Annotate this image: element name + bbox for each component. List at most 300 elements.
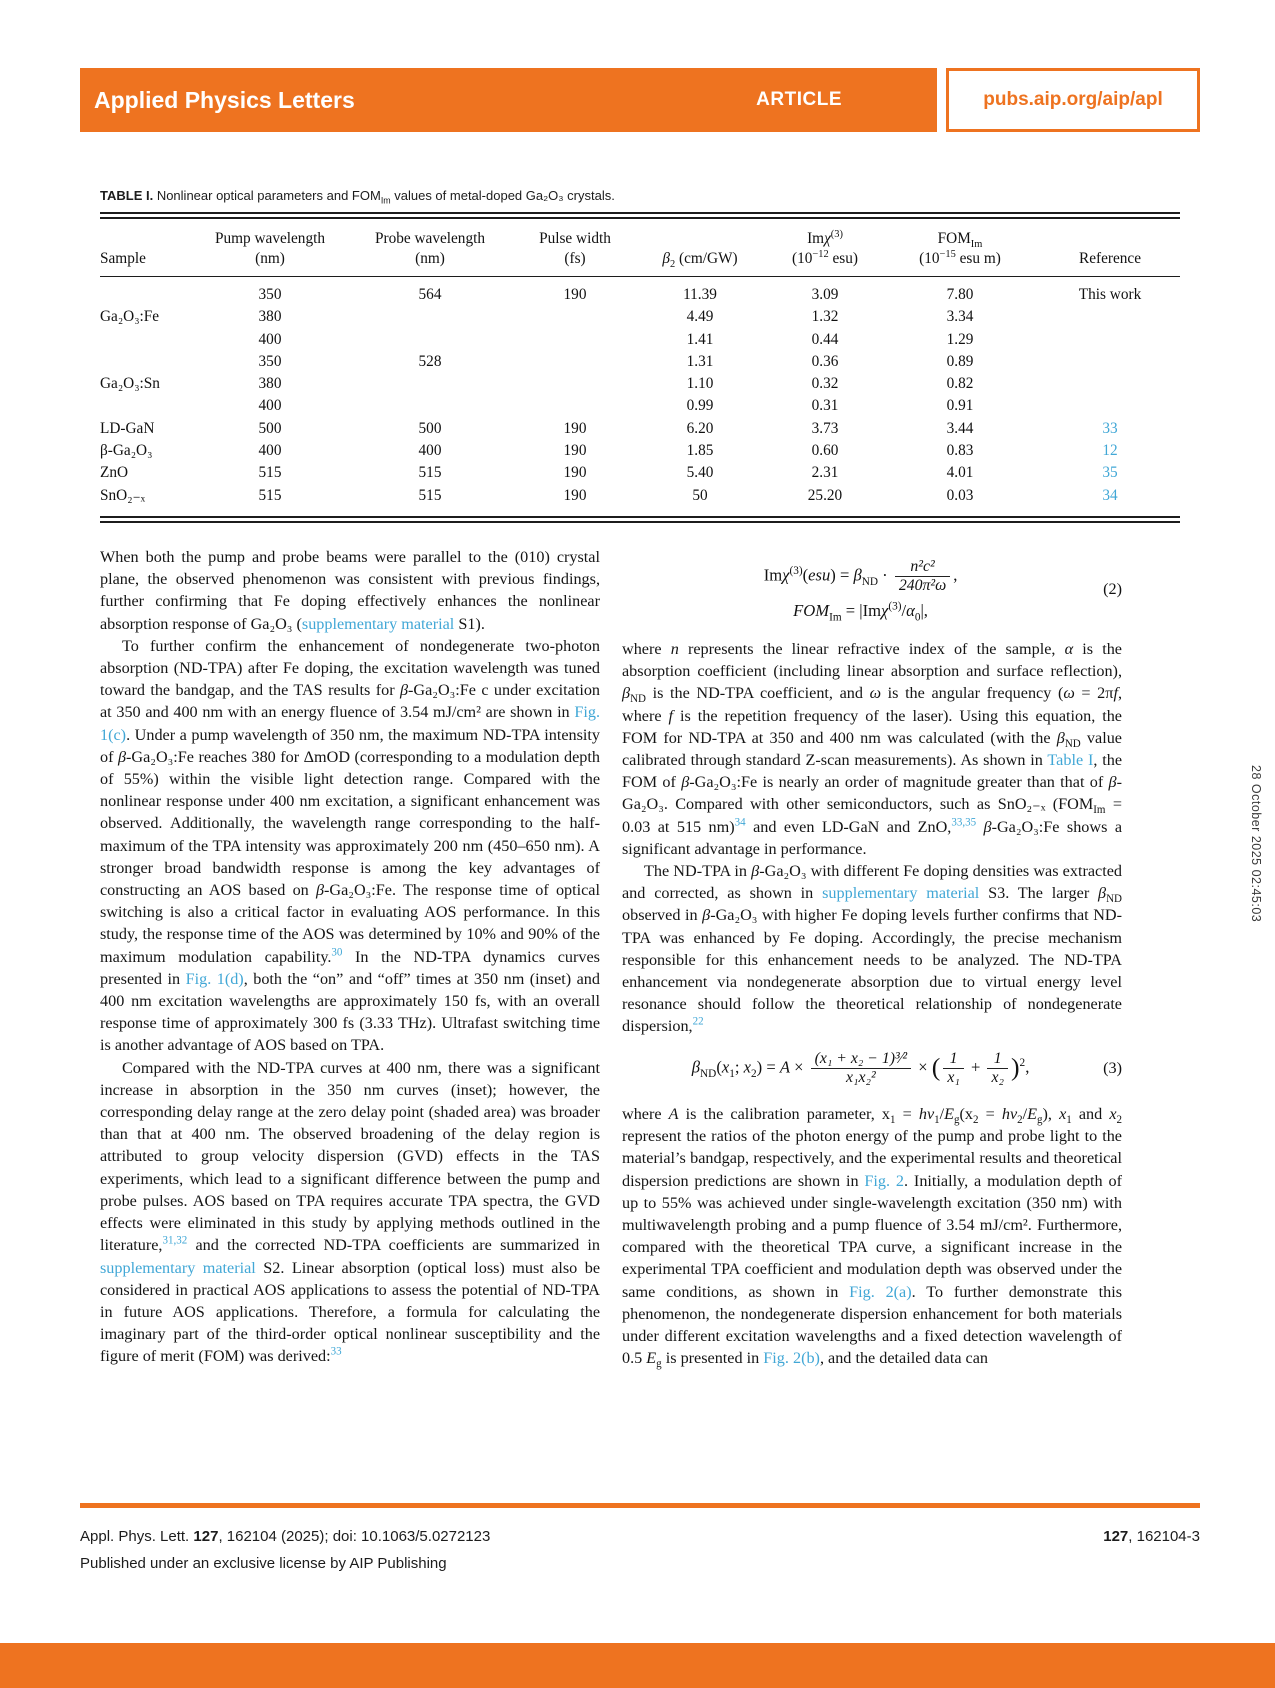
table-cell: 0.31 [811,397,839,415]
table-cell: 515 [258,464,282,482]
text-segment: χ [881,601,889,621]
text-segment: (x [959,1104,974,1123]
footer-divider [80,1503,1200,1508]
table-cell: 190 [563,442,587,460]
text-segment: Im [807,230,825,247]
text-segment: and even LD-GaN and ZnO, [745,817,952,836]
text-segment: x [1109,1104,1117,1123]
text-segment: ND [1064,738,1081,751]
table-cell-sample [100,351,200,373]
text-segment: (3) [888,600,902,613]
table-body [100,277,1180,516]
text-segment: β [751,862,760,881]
table-cell: 564 [418,286,442,303]
table-cell: 380 [258,375,282,393]
table-row [100,351,1180,373]
text-segment: esu) [828,250,858,267]
text-segment: |, [920,601,928,621]
inline-link[interactable]: supplementary material [822,884,980,903]
text-segment: (fs) [564,250,586,267]
table-cell [520,373,630,395]
table-row [100,462,1180,484]
text-segment: value calibrated through standard Z-scan measurements). As shown in [622,728,1122,769]
page-footer [80,1528,1200,1582]
table-cell: 1.85 [686,442,714,460]
table-cell-reference [1040,395,1180,417]
text-segment: is the calibration parameter, x [678,1104,891,1123]
text-segment: , [1025,1057,1030,1077]
right-column [622,546,1122,1369]
text-segment: Im [380,195,391,206]
text-segment: β [702,906,711,925]
table-bottom-rule [100,516,1180,523]
text-segment: χ [782,565,790,585]
text-segment: S1). [454,614,485,633]
text-segment: , [953,565,958,585]
text-segment: g [954,1114,960,1127]
text-segment: / [939,1104,945,1123]
table-row [100,284,1180,306]
text-segment: β [622,684,631,703]
text-segment: ND [1106,893,1122,906]
equation-number: (2) [1103,580,1122,599]
text-segment: -Ga₂O₃:Fe. The response time of optical switching is also a critical factor in evaluating AOS performance. In this study, the response time of the AOS was determined by 10% and 90% of the maximum modulation capability. [100,881,600,966]
text-segment: (3) [830,228,843,240]
text-segment: S2. Linear absorption (optical loss) must also be considered in practical AOS applications to assess the potential of ND-TPA in future AOS applications. Therefore, a formula for calculating the imaginary part of the third-order optical nonlinear susceptibility and the figure of merit (FOM) was derived: [100,1258,601,1366]
table-cell: 190 [563,464,587,482]
text-segment: -Ga₂O₃:Fe is nearly an order of magnitude greater than that of [689,773,1109,792]
data-table [100,212,1180,523]
text-segment: To further confirm the enhancement of nondegenerate two-photon absorption (ND-TPA) after Fe doping, the excitation wavelength was tuned toward the bandgap, and the TAS results for [100,636,600,700]
text-segment: (cm/GW) [675,250,738,267]
text-segment: , both the “on” and “off” times at 350 nm (inset) and 400 nm excitation wavelengths are approximately 150 fs, with an overall response time of approximately 300 fs (3.33 THz). Ultrafast switching time is another advantage of AOS based on TPA. [100,969,600,1055]
text-segment: β [399,681,409,700]
text-segment: −15 [939,248,956,260]
text-segment: 2 [1017,1114,1023,1127]
table-cell-reference [1040,329,1180,351]
table-column-header [200,229,340,269]
paragraph [622,638,1122,860]
text-segment: · [878,565,892,585]
text-segment: ) = [830,565,854,585]
text-segment: β [1056,728,1065,747]
table-cell-reference: This work [1078,286,1142,303]
bottom-orange-band [0,1643,1275,1688]
text-segment: Pulse width [539,230,611,247]
text-segment: (nm) [415,250,445,267]
equation-eq3 [622,1047,1122,1090]
text-segment: where [622,1104,669,1123]
citation-ref-link[interactable]: 22 [692,1016,704,1029]
text-segment: -Ga₂O₃:Fe c under excitation at 350 and 400 nm with an energy fluence of 3.54 mJ/cm² are shown in [100,681,601,722]
text-segment: -Ga₂O₃ with higher Fe doping levels further confirms that ND-TPA was enhanced by Fe doping. Accordingly, the precise mechanism responsible for this enhancement needs to be analyzed. The ND-TPA enhancement via nondegenerate absorption due to virtual energy level resonance should follow the theoretical relationship of nondegenerate dispersion, [622,906,1122,1036]
text-segment: = 0.03 at 515 nm) [622,795,1122,836]
text-segment: FOM [937,230,971,247]
text-segment: / [901,601,907,621]
text-segment: β [681,773,690,792]
text-segment: ω [1063,684,1075,703]
table-cell [520,329,630,351]
text-segment: g [656,1358,662,1371]
equation-body [622,555,1099,625]
text-segment: -Ga₂O₃:Fe shows a significant advantage in performance. [622,817,1122,858]
text-segment: β [1108,773,1117,792]
text-segment: A [668,1104,679,1123]
text-segment: Reference [1079,250,1141,267]
text-segment: 127 [1103,1528,1129,1545]
table-column-header [520,229,630,269]
left-column [100,546,600,1369]
inline-link[interactable]: supplementary material [301,614,455,633]
text-segment: x [1059,1104,1067,1123]
journal-url-link[interactable]: pubs.aip.org/aip/apl [983,89,1163,110]
paragraph [100,1057,600,1368]
text-segment: Nonlinear optical parameters and FOM [153,188,381,203]
text-segment: / [1022,1104,1028,1123]
footer-citation [80,1528,490,1545]
text-segment: β [117,747,127,766]
table-cell: 11.39 [683,286,717,303]
table-1-block [100,188,1180,523]
text-segment: β [662,250,670,267]
table-cell-reference [1040,373,1180,395]
equation-fraction: $\frac{1}{\text{x₂}}$ [987,1050,1007,1087]
table-cell [520,395,630,417]
text-segment: ) [1010,1052,1020,1082]
text-segment: Im [1093,804,1106,817]
text-segment: hν [1001,1104,1018,1123]
text-segment: ω [869,684,882,703]
text-segment: . Initially, a modulation depth of up to 55% was achieved under single-wavelength excitation (350 nm) with multiwavelength probing and a pump fluence of 3.54 mJ/cm². Furthermore, compared with the theoretical TPA curve, a significant increase in the experimental TPA coefficient and modulation depth was observed under the same conditions, as shown in [622,1171,1122,1301]
inline-link[interactable]: Fig. 2(a) [849,1282,912,1301]
text-segment: (3) [789,564,803,577]
text-segment: −12 [812,248,829,260]
text-segment: is the repetition frequency of the laser). Using this equation, the FOM for ND-TPA at 350 and 400 nm was calculated (with the [622,706,1122,747]
equation-body [622,1047,1099,1090]
table-cell: 1.41 [686,330,714,348]
footer-license: Published under an exclusive license by AIP Publishing [80,1555,447,1572]
table-cell: 0.36 [811,352,839,370]
text-segment: 1 [729,1067,735,1080]
text-segment: 127 [193,1528,219,1545]
table-cell: 0.83 [946,442,974,460]
text-segment: E [1027,1104,1038,1123]
table-cell: 500 [258,419,282,437]
text-segment: represents the linear refractive index of the sample, [678,639,1065,658]
text-segment: Im [829,611,842,624]
table-cell-sample [100,395,200,417]
table-cell: 6.20 [686,419,714,437]
table-ref-link[interactable]: 34 [1102,486,1118,504]
table-cell-sample: ZnO [100,464,129,482]
table-column-header [1040,229,1180,269]
text-segment: In the ND-TPA dynamics curves presented in [100,947,600,988]
text-segment: β [1098,884,1107,903]
inline-link[interactable]: Table I [1047,751,1094,769]
text-segment: α [906,601,915,621]
paragraph [622,1103,1122,1369]
text-segment: n [670,639,679,658]
table-cell: 400 [418,442,442,460]
table-cell: 190 [563,286,587,303]
text-segment: = [978,1104,1002,1123]
table-cell: 4.01 [946,464,974,482]
table-cell: 1.29 [946,330,974,348]
table-cell: 5.40 [686,464,714,482]
text-segment: , where [622,684,1122,725]
table-cell-reference [1040,306,1180,328]
table-cell: 50 [692,486,708,504]
equation-eq2 [622,555,1122,625]
paragraph [100,635,600,1057]
text-segment: observed in [622,906,703,925]
table-row [100,329,1180,351]
table-cell-reference [1040,351,1180,373]
text-segment: FOM [793,601,830,621]
table-cell: 500 [418,419,442,437]
text-segment: 2 [973,1114,979,1127]
table-row [100,440,1180,462]
text-segment: -Ga₂O₃ with different Fe doping densities was extracted and corrected, as shown in [622,862,1122,903]
equation-fraction: $\frac{\text{n²c²}}{\text{240π²ω}}$ [895,558,950,595]
text-segment: 0 [914,611,921,624]
text-segment: (10 [792,250,813,267]
text-segment: and [1071,1104,1110,1123]
citation-ref-link[interactable]: 30 [331,946,343,959]
inline-link[interactable]: Fig. 2(b) [763,1349,820,1368]
citation-ref-link[interactable]: 31,32 [162,1234,188,1247]
text-segment: α [1064,639,1074,658]
text-segment: hν [918,1104,935,1123]
text-segment: -Ga₂O₃:Fe reaches 380 for ΔmOD (corresponding to a modulation depth of 55%) within the visible light detection range. Compared with the nonlinear response under 400 nm excitation, a significant enhancement was observed. Additionally, the wavelength range corresponding to the half-maximum of the TPA intensity was approximately 200 nm (450–650 nm). A stronger broad bandwidth response is among the key advantages of constructing an AOS based on [100,747,600,900]
table-cell [520,351,630,373]
text-segment: ND [861,575,878,588]
table-cell: 350 [258,352,282,370]
table-cell: 400 [258,397,282,415]
table-cell-sample: Ga₂O₃:Sn [100,375,160,393]
inline-link[interactable]: Fig. 1(c) [100,703,600,744]
text-segment: values of metal-doped Ga₂O₃ crystals. [390,188,615,203]
text-segment: (10 [919,250,940,267]
text-segment: Im [970,239,983,251]
table-cell: 0.99 [686,397,714,415]
footer-page-number [1103,1528,1200,1582]
text-segment: 1 [934,1114,940,1127]
table-cell: 350 [258,286,282,303]
text-segment: ND [700,1067,717,1080]
text-segment: ; [734,1057,744,1077]
text-segment: When both the pump and probe beams were parallel to the (010) crystal plane, the observed phenomenon was consistent with previous findings, further confirming that Fe doping effectively enhances the nonlinear absorption response of Ga₂O₃ ( [100,548,600,633]
body-text [100,546,1122,1369]
text-segment: f [668,706,674,725]
text-segment: = [895,1104,919,1123]
paragraph [100,546,600,635]
table-column-header [100,229,200,269]
text-segment: . Under a pump wavelength of 350 nm, the maximum ND-TPA intensity of [100,725,600,766]
table-cell [340,329,520,351]
table-row [100,395,1180,417]
text-segment: 2 [751,1067,757,1080]
table-cell-sample [100,329,200,351]
table-cell: 515 [418,464,442,482]
text-segment: E [944,1104,955,1123]
text-segment: × [789,1057,808,1077]
text-segment: 2 [1116,1114,1123,1127]
table-cell: 515 [418,486,442,504]
text-segment: = |Im [841,601,882,621]
text-segment: g [1037,1114,1043,1127]
journal-masthead [80,68,1200,132]
text-segment: , 162104-3 [1128,1528,1200,1545]
inline-link[interactable]: Fig. 1(d) [185,969,244,988]
table-ref-link[interactable]: 33 [1102,419,1118,437]
text-segment: TABLE I. [100,188,154,203]
table-column-header [880,229,1040,269]
table-cell-sample: Ga₂O₃:Fe [100,308,160,326]
table-cell: 1.32 [811,308,839,326]
text-segment: S3. The larger [979,884,1099,903]
table-cell: 0.82 [946,375,974,393]
table-column-header [630,229,770,269]
text-segment: = 2π [1074,684,1114,703]
text-segment: 2 [669,259,676,271]
text-segment: is the ND-TPA coefficient, and [645,684,870,703]
article-type-label: ARTICLE [756,89,842,110]
text-segment: A [779,1057,790,1077]
table-cell: 515 [258,486,282,504]
text-segment: Probe wavelength [374,230,486,247]
citation-ref-link[interactable]: 33,35 [951,816,977,829]
journal-header-bar [80,68,937,132]
text-segment: 1 [1066,1114,1072,1127]
table-cell-sample: LD-GaN [100,419,155,437]
text-segment: x [721,1057,730,1077]
table-cell: 0.89 [946,352,974,370]
table-cell [340,306,520,328]
footer-citation-block [80,1528,490,1582]
download-timestamp: 28 October 2025 02:45:03 [1249,765,1263,923]
equation-number: (3) [1103,1058,1122,1077]
text-segment: Compared with the ND-TPA curves at 400 nm, there was a significant increase in absorption in the 350 nm curves (inset); however, the corresponding delay range at the zero delay point (shaded area) was broader than that at 400 nm. The observed broadening of the delay region is attributed to group velocity dispersion (GVD) effects in the TAS experiments, which lead to a significant difference between the pump and probe pulses. AOS based on TPA requires accurate TPA spectra, the GVD effects were eliminated in this study by applying methods outlined in the literature, [100,1058,600,1255]
text-segment: f [1113,684,1118,703]
table-cell: 0.32 [811,375,839,393]
equation-fraction: $\frac{\text{(x₁ + x₂ − 1)³⁄²}}{\text{x₁x₂²}}$ [811,1050,911,1087]
text-segment: Sample [100,250,146,267]
journal-url-box[interactable] [946,68,1200,132]
text-segment: and the corrected ND-TPA coefficients are summarized in [187,1236,600,1255]
table-cell: 528 [418,352,442,370]
text-segment: . To further demonstrate this phenomenon, the nondegenerate dispersion enhancement for both materials under different excitation wavelengths and a fixed detection wavelength of 0.5 [622,1282,1122,1368]
table-cell: 0.91 [946,397,974,415]
text-segment: The ND-TPA in [644,862,752,881]
text-segment: ( [931,1052,941,1082]
text-segment: where [622,639,671,658]
table-cell: 3.44 [946,419,974,437]
table-row [100,306,1180,328]
table-cell-sample: β-Ga₂O₃ [100,442,153,460]
table-cell: 400 [258,330,282,348]
text-segment: esu m) [955,250,1001,267]
table-column-header [340,229,520,269]
table-cell-sample: SnO₂₋ₓ [100,486,146,504]
text-segment: ND [630,693,646,706]
table-header-row [100,219,1180,276]
table-cell: 0.44 [811,330,839,348]
text-segment: esu [808,565,831,585]
text-segment: ( [802,565,809,585]
text-segment: β [691,1057,701,1077]
paragraph [622,860,1122,1038]
text-segment: , the FOM of [622,751,1123,792]
journal-title: Applied Physics Letters [94,86,355,113]
inline-link[interactable]: Fig. 2 [864,1171,905,1190]
text-segment: β [315,881,325,900]
table-cell-sample [100,284,200,306]
text-segment: (nm) [255,250,285,267]
text-segment: represent the ratios of the photon energy of the pump and probe light to the material’s bandgap, respectively, and the experimental results and theoretical dispersion predictions are shown in [622,1127,1122,1190]
table-cell: 190 [563,486,587,504]
citation-ref-link[interactable]: 34 [734,816,746,829]
table-cell: 25.20 [807,486,843,504]
table-cell: 1.31 [686,352,714,370]
text-segment: χ [824,230,831,247]
text-segment: x [743,1057,751,1077]
text-segment: , and the detailed data can [819,1349,989,1368]
table-cell: 2.31 [811,464,839,482]
table-ref-link[interactable]: 35 [1102,464,1118,482]
text-segment [976,818,983,836]
text-segment: β [853,565,862,585]
text-segment: , 162104 (2025); doi: 10.1063/5.0272123 [218,1528,491,1545]
table-top-rule [100,212,1180,219]
table-cell: 0.60 [811,442,839,460]
table-row [100,485,1180,507]
text-segment: Im [763,565,783,585]
text-segment: 2 [1019,1056,1026,1069]
text-segment: ( [716,1057,722,1077]
text-segment: + [966,1057,985,1077]
text-segment: ), [1042,1104,1060,1123]
citation-ref-link[interactable]: 33 [330,1345,342,1358]
text-segment: β [983,817,992,836]
table-ref-link[interactable]: 12 [1102,442,1118,460]
table-cell: 3.34 [946,308,974,326]
text-segment: Appl. Phys. Lett. [80,1528,194,1545]
text-segment: -Ga₂O₃. Compared with other semiconductors, such as SnO₂₋ₓ (FOM [622,773,1122,814]
text-segment: E [646,1349,657,1368]
equation-fraction: $\frac{1}{\text{x₁}}$ [943,1050,963,1087]
table-cell: 7.80 [946,286,974,303]
table-cell: 3.73 [811,419,839,437]
table-cell: 400 [258,442,282,460]
table-cell: 190 [563,419,587,437]
table-cell: 1.10 [686,375,714,393]
table-cell [340,395,520,417]
text-segment: ) = [756,1057,780,1077]
text-segment: is the absorption coefficient (including linear absorption and surface reflection), [622,639,1122,681]
table-cell: 380 [258,308,282,326]
text-segment: × [914,1057,932,1077]
table-caption [100,188,1180,206]
table-cell [520,306,630,328]
table-cell: 3.09 [811,286,839,303]
inline-link[interactable]: supplementary material [100,1258,256,1277]
text-segment: is the angular frequency ( [881,684,1064,703]
table-cell: 0.03 [946,486,974,504]
table-row [100,418,1180,440]
text-segment: 1 [890,1114,896,1127]
table-cell: 4.49 [686,308,714,326]
